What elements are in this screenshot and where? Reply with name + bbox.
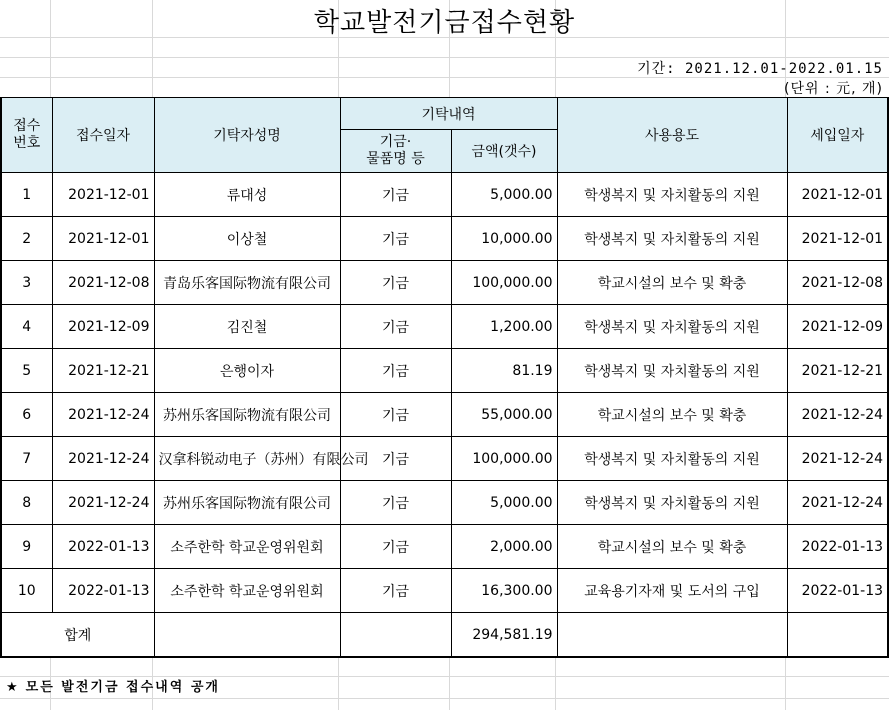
header-kind: [340, 130, 451, 173]
total-empty-cell: [787, 613, 888, 658]
header-date: 접수일자: [52, 98, 154, 173]
cell-usage: 학생복지 및 자치활동의 지원: [557, 437, 787, 481]
cell-donor: 은행이자: [154, 349, 340, 393]
cell-deposit: 2021-12-21: [787, 349, 888, 393]
table-row: [1, 525, 888, 569]
cell-deposit: 2021-12-01: [787, 173, 888, 217]
cell-donor: 汉拿科锐动电子（苏州）有限公司: [154, 437, 340, 481]
star-icon: ★: [6, 680, 20, 695]
cell-no: 5: [1, 349, 52, 393]
cell-no: 7: [1, 437, 52, 481]
cell-deposit: 2022-01-13: [787, 569, 888, 613]
donation-table: [0, 97, 889, 658]
note-text: 모든 발전기금 접수내역 공개: [25, 680, 220, 695]
cell-no: 8: [1, 481, 52, 525]
header-usage: 사용용도: [557, 98, 787, 173]
cell-donor: 소주한학 학교운영위원회: [154, 525, 340, 569]
cell-usage: 교육용기자재 및 도서의 구입: [557, 569, 787, 613]
cell-kind: 기금: [340, 305, 451, 349]
unit-text: (단위 : 元, 개): [783, 81, 883, 97]
cell-date: 2021-12-01: [52, 173, 154, 217]
cell-date: 2021-12-24: [52, 393, 154, 437]
cell-date: 2021-12-24: [52, 481, 154, 525]
cell-usage: 학생복지 및 자치활동의 지원: [557, 173, 787, 217]
total-label: 합계: [1, 613, 154, 658]
header-no: [1, 98, 52, 173]
hdr-kind: 기금· 물품명 등: [366, 134, 425, 167]
table-body: [1, 173, 888, 613]
cell-donor: 소주한학 학교운영위원회: [154, 569, 340, 613]
cell-deposit: 2021-12-24: [787, 481, 888, 525]
cell-usage: 학생복지 및 자치활동의 지원: [557, 305, 787, 349]
grid-line: [785, 657, 786, 710]
cell-kind: 기금: [340, 217, 451, 261]
period-text: 기간: 2021.12.01-2022.01.15: [637, 61, 883, 77]
cell-deposit: 2021-12-24: [787, 437, 888, 481]
table-row: [1, 393, 888, 437]
table-row: [1, 481, 888, 525]
cell-kind: 기금: [340, 173, 451, 217]
cell-amount: 81.19: [451, 349, 557, 393]
table-row: [1, 173, 888, 217]
cell-no: 6: [1, 393, 52, 437]
cell-donor: 김진철: [154, 305, 340, 349]
cell-date: 2021-12-21: [52, 349, 154, 393]
cell-amount: 100,000.00: [451, 437, 557, 481]
grid-line: [338, 657, 339, 710]
cell-deposit: 2022-01-13: [787, 525, 888, 569]
cell-usage: 학교시설의 보수 및 확충: [557, 393, 787, 437]
cell-amount: 16,300.00: [451, 569, 557, 613]
table-row: [1, 569, 888, 613]
total-row: [1, 613, 888, 658]
cell-no: 9: [1, 525, 52, 569]
cell-usage: 학교시설의 보수 및 확충: [557, 525, 787, 569]
cell-deposit: 2021-12-24: [787, 393, 888, 437]
cell-usage: 학생복지 및 자치활동의 지원: [557, 217, 787, 261]
cell-date: 2022-01-13: [52, 525, 154, 569]
header-deposit: 세입일자: [787, 98, 888, 173]
cell-deposit: 2021-12-08: [787, 261, 888, 305]
cell-donor: 青岛乐客国际物流有限公司: [154, 261, 340, 305]
grid-line: [449, 657, 450, 710]
total-empty-cell: [557, 613, 787, 658]
cell-kind: 기금: [340, 569, 451, 613]
table-row: [1, 349, 888, 393]
cell-donor: 苏州乐客国际物流有限公司: [154, 481, 340, 525]
total-amount: 294,581.19: [451, 613, 557, 658]
cell-kind: 기금: [340, 437, 451, 481]
cell-donor: 류대성: [154, 173, 340, 217]
cell-kind: 기금: [340, 393, 451, 437]
cell-donor: 苏州乐客国际物流有限公司: [154, 393, 340, 437]
cell-usage: 학생복지 및 자치활동의 지원: [557, 481, 787, 525]
cell-amount: 5,000.00: [451, 173, 557, 217]
cell-kind: 기금: [340, 349, 451, 393]
table-row: [1, 217, 888, 261]
page-title: 학교발전기금접수현황: [313, 8, 576, 38]
cell-usage: 학교시설의 보수 및 확충: [557, 261, 787, 305]
grid-line: [0, 698, 889, 699]
total-empty-cell: [154, 613, 340, 658]
cell-kind: 기금: [340, 481, 451, 525]
header-amount: 금액(갯수): [451, 130, 557, 173]
cell-donor: 이상철: [154, 217, 340, 261]
cell-kind: 기금: [340, 261, 451, 305]
header-donor: 기탁자성명: [154, 98, 340, 173]
cell-date: 2021-12-08: [52, 261, 154, 305]
cell-date: 2021-12-09: [52, 305, 154, 349]
cell-amount: 100,000.00: [451, 261, 557, 305]
grid-line: [555, 657, 556, 710]
cell-deposit: 2021-12-09: [787, 305, 888, 349]
cell-kind: 기금: [340, 525, 451, 569]
cell-no: 2: [1, 217, 52, 261]
footer-note: [6, 676, 220, 695]
cell-date: 2021-12-01: [52, 217, 154, 261]
table-row: [1, 261, 888, 305]
table-row: [1, 305, 888, 349]
total-empty-cell: [340, 613, 451, 658]
table-row: [1, 437, 888, 481]
cell-amount: 5,000.00: [451, 481, 557, 525]
cell-no: 10: [1, 569, 52, 613]
header-detail: 기탁내역: [340, 98, 557, 130]
cell-amount: 2,000.00: [451, 525, 557, 569]
hdr-no: 접수 번호: [13, 118, 41, 151]
cell-amount: 1,200.00: [451, 305, 557, 349]
cell-no: 4: [1, 305, 52, 349]
cell-amount: 55,000.00: [451, 393, 557, 437]
cell-no: 1: [1, 173, 52, 217]
cell-date: 2022-01-13: [52, 569, 154, 613]
cell-date: 2021-12-24: [52, 437, 154, 481]
cell-deposit: 2021-12-01: [787, 217, 888, 261]
cell-usage: 학생복지 및 자치활동의 지원: [557, 349, 787, 393]
cell-no: 3: [1, 261, 52, 305]
cell-amount: 10,000.00: [451, 217, 557, 261]
